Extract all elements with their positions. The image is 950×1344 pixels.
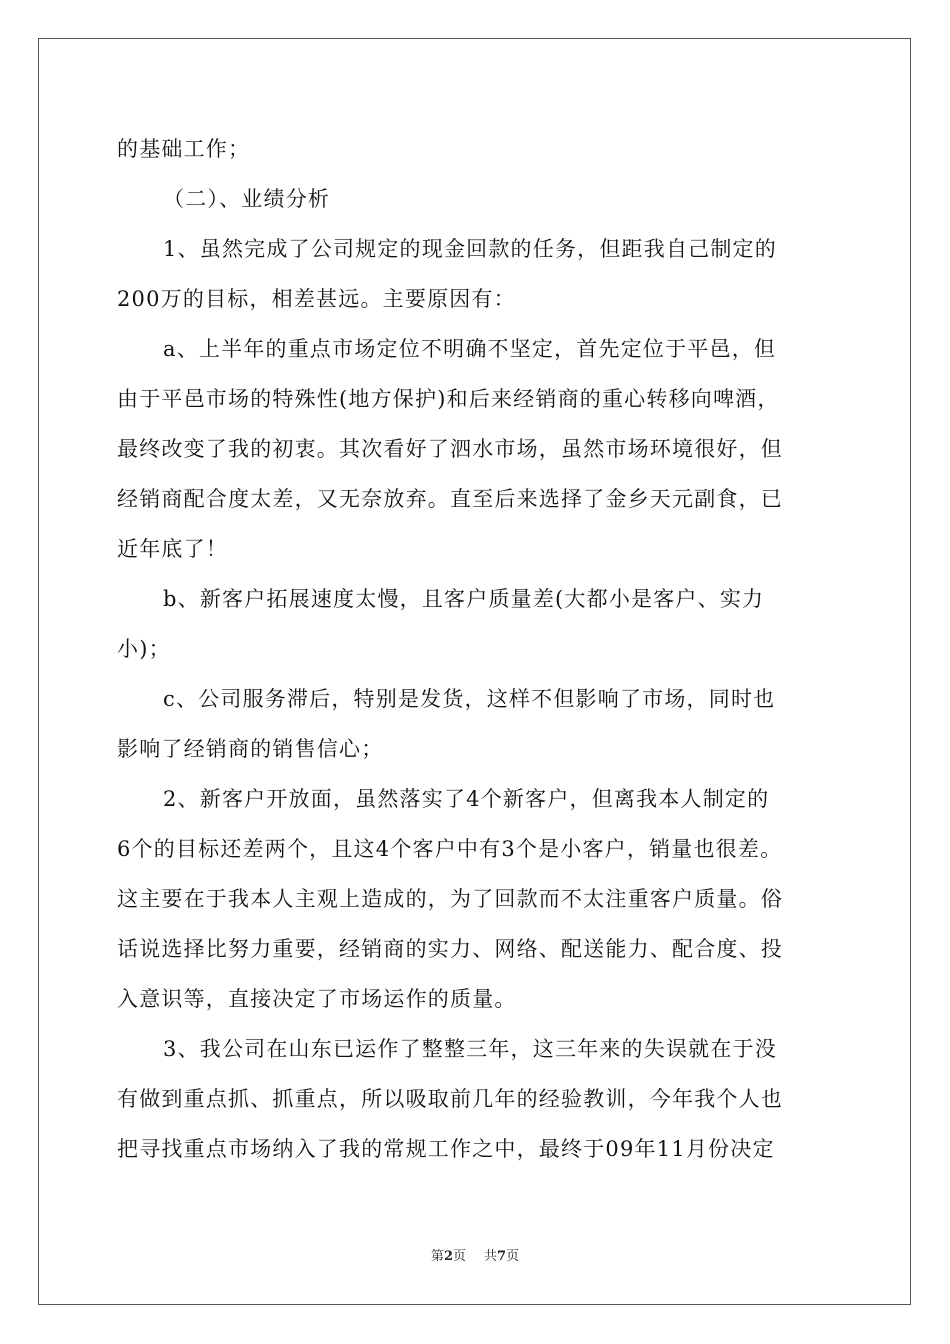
page-prefix: 第: [430, 1249, 444, 1264]
text-line: 的基础工作；: [117, 137, 251, 161]
text-line: 由于平邑市场的特殊性(地方保护)和后来经销商的重心转移向啤酒，: [117, 387, 780, 411]
text-line: 入意识等，直接决定了市场运作的质量。: [117, 987, 517, 1011]
text-line: 3、我公司在山东已运作了整整三年，这三年来的失误就在于没: [163, 1037, 777, 1061]
total-prefix: 共: [484, 1249, 498, 1264]
text-line: b、新客户拓展速度太慢，且客户质量差(大都小是客户、实力: [163, 587, 765, 611]
text-line: 话说选择比努力重要，经销商的实力、网络、配送能力、配合度、投: [117, 937, 783, 961]
text-line: 这主要在于我本人主观上造成的，为了回款而不太注重客户质量。俗: [117, 887, 783, 911]
text-line: 200万的目标，相差甚远。主要原因有：: [117, 287, 516, 311]
text-line: 2、新客户开放面，虽然落实了4个新客户，但离我本人制定的: [163, 787, 770, 811]
text-line: 近年底了！: [117, 537, 228, 561]
text-line: 6个的目标还差两个，且这4个客户中有3个是小客户，销量也很差。: [117, 837, 783, 861]
page-suffix: 页: [452, 1249, 466, 1264]
text-line: a、上半年的重点市场定位不明确不坚定，首先定位于平邑，但: [163, 337, 777, 361]
text-line: c、公司服务滞后，特别是发货，这样不但影响了市场，同时也: [163, 687, 776, 711]
text-line: 小)；: [117, 637, 171, 661]
page-footer: [0, 1245, 950, 1264]
text-line: 把寻找重点市场纳入了我的常规工作之中，最终于09年11月份决定: [117, 1137, 775, 1161]
total-suffix: 页: [506, 1249, 520, 1264]
page-number: 2: [443, 1249, 453, 1264]
text-line: 1、虽然完成了公司规定的现金回款的任务，但距我自己制定的: [163, 237, 777, 261]
text-line: 有做到重点抓、抓重点，所以吸取前几年的经验教训，今年我个人也: [117, 1087, 783, 1111]
text-line: 经销商配合度太差，又无奈放弃。直至后来选择了金乡天元副食，已: [117, 487, 783, 511]
text-line: 最终改变了我的初衷。其次看好了泗水市场，虽然市场环境很好，但: [117, 437, 783, 461]
section-heading: （二）、业绩分析: [163, 187, 331, 211]
page-border: [38, 38, 911, 1305]
total-pages: 7: [497, 1249, 507, 1264]
text-line: 影响了经销商的销售信心；: [117, 737, 384, 761]
